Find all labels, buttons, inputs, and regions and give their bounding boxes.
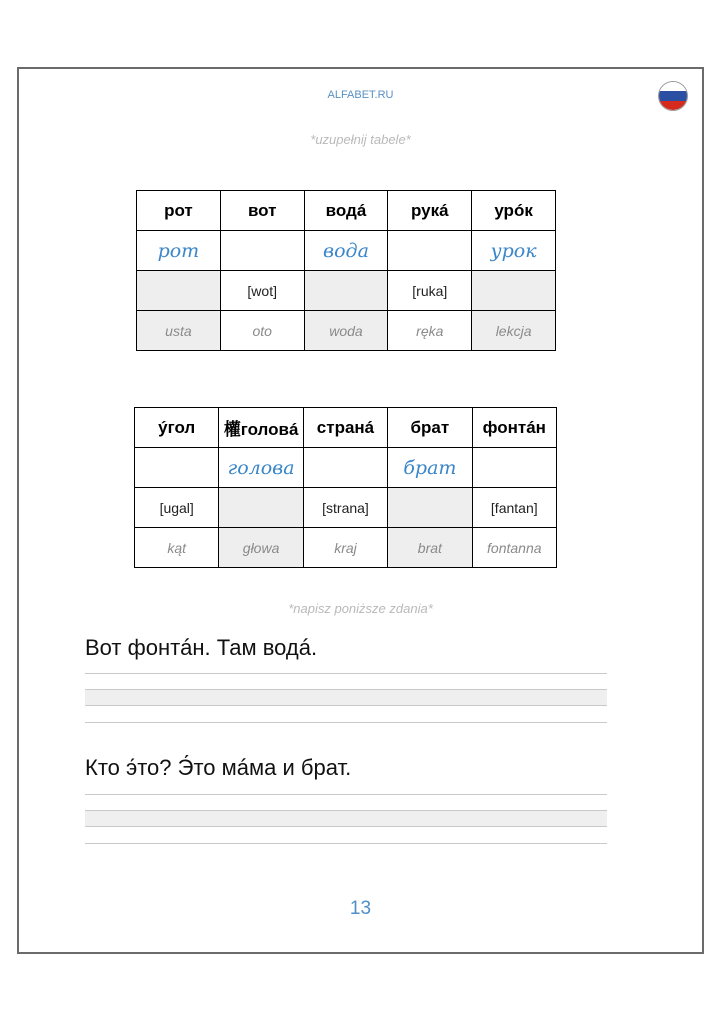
word-cell: брат (388, 408, 472, 448)
transcription-cell: [wot] (220, 271, 304, 311)
sentence-2: Кто э́то? Э́то мáма и брат. (85, 755, 352, 780)
polish-cell: kraj (303, 528, 387, 568)
writing-line (85, 794, 607, 795)
polish-cell: lekcja (472, 311, 556, 351)
script-cell: вода (304, 231, 388, 271)
word-cell: рукá (388, 191, 472, 231)
write-sentences-instruction: *napisz poniższe zdania* (288, 601, 433, 616)
polish-cell: ręka (388, 311, 472, 351)
russian-flag-logo-icon (658, 81, 688, 111)
writing-band[interactable] (85, 689, 607, 706)
transcription-cell-blank[interactable] (388, 488, 472, 528)
script-cell: брат (388, 448, 472, 488)
word-cell: ýгол (135, 408, 219, 448)
writing-line (85, 722, 607, 723)
word-cell: урóк (472, 191, 556, 231)
vocabulary-table-1 (136, 190, 556, 351)
polish-cell: głowa (219, 528, 303, 568)
polish-cell: kąt (135, 528, 219, 568)
fill-table-instruction: *uzupełnij tabele* (310, 132, 411, 147)
table-row (137, 191, 556, 231)
word-cell: 權головá (219, 408, 303, 448)
polish-cell: fontanna (472, 528, 556, 568)
site-name[interactable]: ALFABET.RU (327, 89, 394, 101)
transcription-cell-blank[interactable] (304, 271, 388, 311)
script-cell: урок (472, 231, 556, 271)
transcription-cell-blank[interactable] (472, 271, 556, 311)
vocabulary-table-2 (134, 407, 557, 568)
polish-cell: usta (137, 311, 221, 351)
table-row (135, 528, 557, 568)
worksheet-page (17, 67, 704, 954)
writing-line (85, 673, 607, 674)
table-row (137, 271, 556, 311)
word-cell: фонтáн (472, 408, 556, 448)
writing-band[interactable] (85, 810, 607, 827)
word-cell: рот (137, 191, 221, 231)
word-cell: вот (220, 191, 304, 231)
word-cell: странá (303, 408, 387, 448)
polish-cell: oto (220, 311, 304, 351)
table-row (135, 488, 557, 528)
script-cell: голова (219, 448, 303, 488)
script-cell-blank[interactable] (220, 231, 304, 271)
table-row (135, 408, 557, 448)
word-cell: водá (304, 191, 388, 231)
sentence-1: Вот фонтáн. Там водá. (85, 635, 318, 660)
transcription-cell-blank[interactable] (219, 488, 303, 528)
transcription-cell: [fantan] (472, 488, 556, 528)
table-row (137, 231, 556, 271)
table-row (137, 311, 556, 351)
script-cell-blank[interactable] (388, 231, 472, 271)
script-cell-blank[interactable] (472, 448, 556, 488)
table-row (135, 448, 557, 488)
transcription-cell: [ruka] (388, 271, 472, 311)
script-cell-blank[interactable] (135, 448, 219, 488)
polish-cell: brat (388, 528, 472, 568)
transcription-cell: [strana] (303, 488, 387, 528)
script-cell-blank[interactable] (303, 448, 387, 488)
page-number: 13 (349, 898, 372, 919)
polish-cell: woda (304, 311, 388, 351)
transcription-cell-blank[interactable] (137, 271, 221, 311)
script-cell: рот (137, 231, 221, 271)
transcription-cell: [ugal] (135, 488, 219, 528)
writing-line (85, 843, 607, 844)
